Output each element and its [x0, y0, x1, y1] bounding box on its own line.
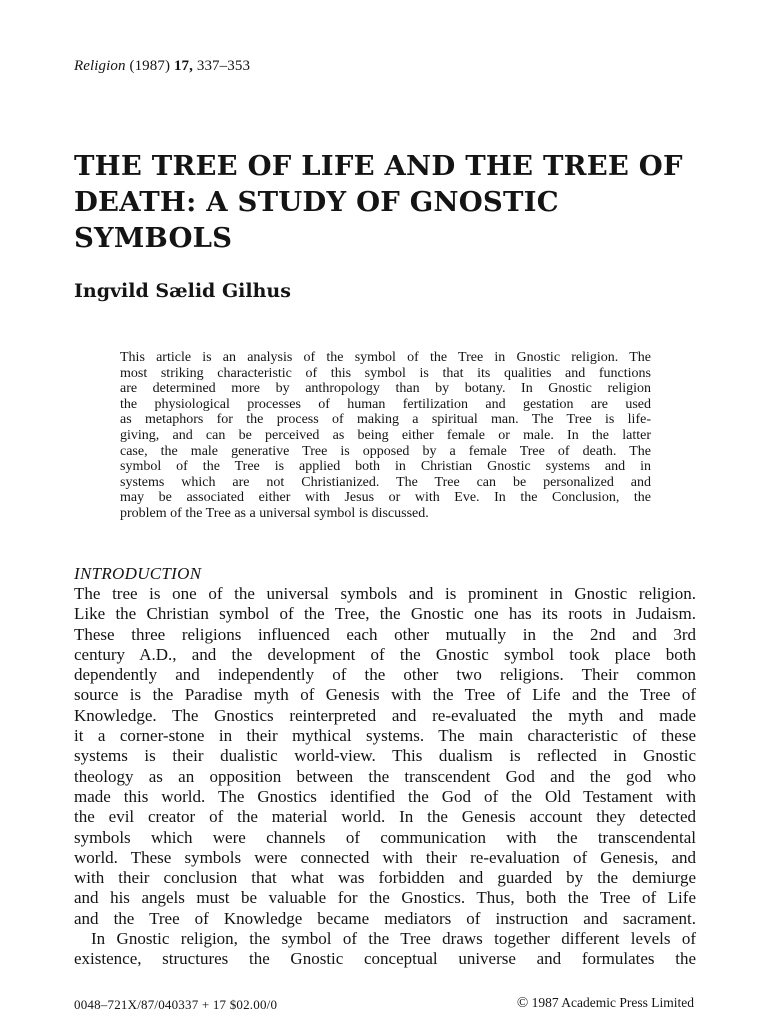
- abstract-line: problem of the Tree as a universal symbol is discussed.: [120, 505, 429, 521]
- copyright-text: 1987 Academic Press Limited: [531, 995, 694, 1010]
- citation-year: (1987): [129, 58, 171, 74]
- section-heading: INTRODUCTION: [74, 564, 202, 583]
- abstract-line: as metaphors for the process of making a spiritual man. The Tree is life-: [120, 412, 651, 428]
- body-line: In Gnostic religion, the symbol of the Tree draws together different levels of: [91, 929, 696, 949]
- body-line: it a corner-stone in their mythical systems. The main characteristic of these: [74, 726, 696, 746]
- abstract-line: may be associated either with Jesus or with Eve. In the Conclusion, the: [120, 490, 651, 506]
- body-line: and his angels must be valuable for the Gnostics. Thus, both the Tree of Life: [74, 888, 696, 908]
- issn-code: 0048–721X/87/040337 + 17 $02.00/0: [74, 997, 278, 1012]
- body-line: These three religions influenced each other mutually in the 2nd and 3rd: [74, 624, 696, 644]
- author-name: Ingvild Sælid Gilhus: [74, 280, 291, 302]
- body-line: existence, structures the Gnostic conceptual universe and formulates the: [74, 949, 696, 969]
- body-line: world. These symbols were connected with their re-evaluation of Genesis, and: [74, 847, 696, 867]
- copyright-notice: [517, 995, 694, 1012]
- body-line: The tree is one of the universal symbols and is prominent in Gnostic religion.: [74, 584, 696, 603]
- abstract-line: giving, and can be perceived as being either female or male. In the latter: [120, 427, 651, 443]
- abstract-line: most striking characteristic of this symbol is that its qualities and functions: [120, 365, 651, 381]
- body-line: the evil creator of the material world. In the Genesis account they detected: [74, 807, 696, 827]
- body-line: symbols which were channels of communication with the transcendental: [74, 827, 696, 847]
- abstract-line: the physiological processes of human fertilization and gestation are used: [120, 396, 651, 412]
- title-line: DEATH: A STUDY OF GNOSTIC: [74, 186, 559, 218]
- journal-citation: [74, 58, 250, 75]
- article-title: [74, 148, 714, 256]
- body-line: century A.D., and the development of the Gnostic symbol took place both: [74, 644, 696, 664]
- citation-volume: 17,: [173, 58, 193, 74]
- body-line: Knowledge. The Gnostics reinterpreted and re-evaluated the myth and made: [74, 705, 696, 725]
- copyright-icon: ©: [516, 995, 529, 1011]
- body-line: source is the Paradise myth of Genesis with the Tree of Life and the Tree of: [74, 685, 696, 705]
- body-line: Like the Christian symbol of the Tree, the Gnostic one has its roots in Judaism.: [74, 604, 696, 624]
- abstract-line: systems which are not Christianized. The Tree can be personalized and: [120, 474, 651, 490]
- abstract: [120, 350, 651, 522]
- body-text: [74, 584, 696, 970]
- abstract-line: case, the male generative Tree is opposed by a female Tree of death. The: [120, 443, 651, 459]
- body-line: and the Tree of Knowledge became mediators of instruction and sacrament.: [74, 908, 696, 928]
- abstract-line: This article is an analysis of the symbol of the Tree in Gnostic religion. The: [120, 350, 651, 365]
- body-line: made this world. The Gnostics identified the God of the Old Testament with: [74, 786, 696, 806]
- title-line: SYMBOLS: [74, 222, 233, 254]
- abstract-line: are determined more by anthropology than by botany. In Gnostic religion: [120, 381, 651, 397]
- citation-pages: 337–353: [196, 58, 251, 74]
- body-line: systems is their dualistic world-view. This dualism is reflected in Gnostic: [74, 746, 696, 766]
- journal-name: Religion: [74, 58, 126, 74]
- abstract-line: symbol of the Tree is applied both in Christian Gnostic systems and in: [120, 459, 651, 475]
- body-line: dependently and independently of the other two religions. Their common: [74, 665, 696, 685]
- title-line: THE TREE OF LIFE AND THE TREE OF: [74, 150, 683, 182]
- body-line: theology as an opposition between the transcendent God and the god who: [74, 766, 696, 786]
- body-line: with their conclusion that what was forbidden and guarded by the demiurge: [74, 868, 696, 888]
